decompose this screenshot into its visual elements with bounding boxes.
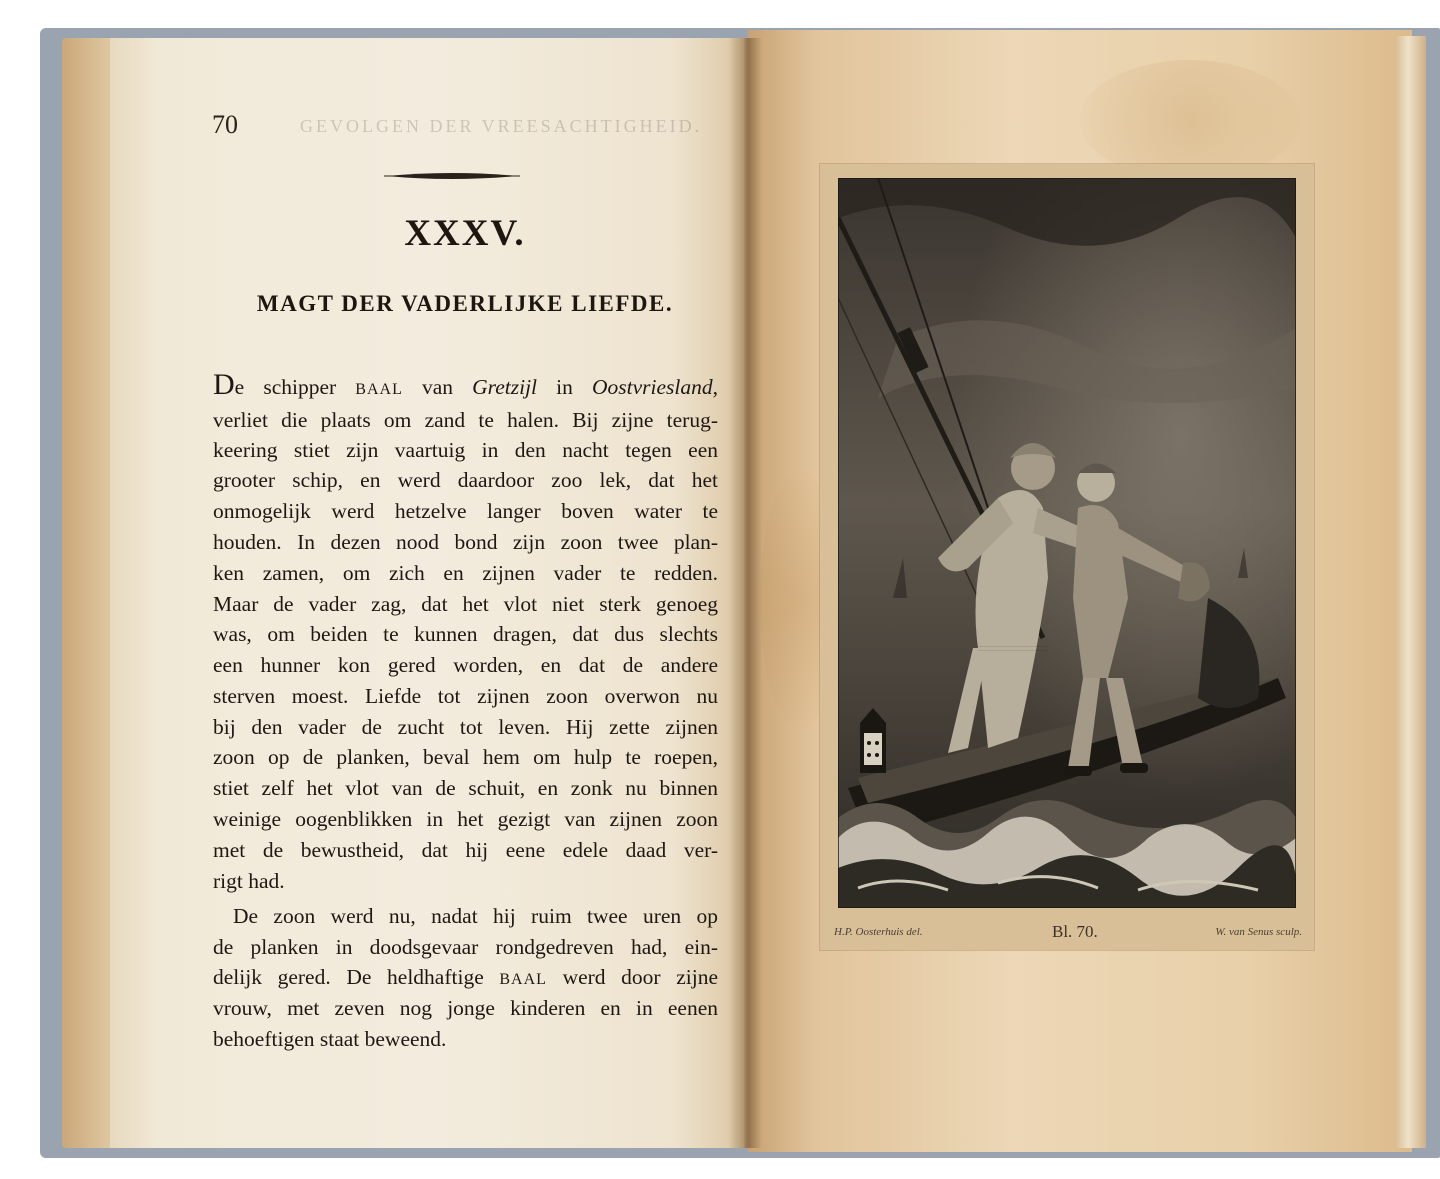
ornamental-rule: [384, 168, 520, 184]
text-line: de planken in doodsgevaar rondgedreven had, ein-: [213, 935, 718, 959]
text-line: Maar de vader zag, dat het vlot niet sterk genoeg: [213, 592, 718, 616]
text-line: onmogelijk werd hetzelve langer boven water te: [213, 499, 718, 523]
small-caps-name: BAAL: [355, 381, 403, 398]
text-line: met de bewustheid, dat hij eene edele daad ver-: [213, 838, 718, 862]
text-line: ken zamen, om zich en zijnen vader te redden.: [213, 561, 718, 585]
text-line: behoeftigen staat beweend.: [213, 1027, 447, 1051]
chapter-number: XXXV.: [404, 213, 526, 254]
text-line: weinige oogenblikken in het gezigt van zijnen zoon: [213, 807, 718, 831]
running-head: [212, 110, 712, 146]
text-line: was, om beiden te kunnen dragen, dat dus slechts: [213, 622, 718, 646]
text-line: bij den vader de zucht tot leven. Hij zette zijnen: [213, 715, 718, 739]
text-line: delijk gered. De heldhaftige BAAL werd door zijne: [213, 965, 718, 989]
plate-reference: Bl. 70.: [1052, 922, 1098, 941]
text-line: De schipper BAAL van Gretzijl in Oostvriesland,: [213, 370, 718, 400]
gutter-shadow: [728, 38, 762, 1148]
text-line: De zoon werd nu, nadat hij ruim twee uren op: [233, 904, 718, 928]
text-line: rigt had.: [213, 869, 285, 893]
text-line: een hunner kon gered worden, en dat de andere: [213, 653, 718, 677]
small-caps-name: BAAL: [499, 971, 547, 988]
text-line: stiet zelf het vlot van de schuit, en zonk nu binnen: [213, 776, 718, 800]
text-line: verliet die plaats om zand te halen. Bij zijne terug-: [213, 408, 718, 432]
foxing-stain: [1080, 60, 1300, 180]
text-line: zoon op de planken, beval hem om hulp te roepen,: [213, 745, 718, 769]
chapter-title: MAGT DER VADERLIJKE LIEFDE.: [256, 291, 674, 316]
artist-credit: H.P. Oosterhuis del.: [834, 926, 923, 938]
text-line: houden. In dezen nood bond zijn zoon twee plan-: [213, 530, 718, 554]
drop-capital: D: [213, 370, 235, 400]
text-line: sterven moest. Liefde tot zijnen zoon overwon nu: [213, 684, 718, 708]
running-title-showthrough: GEVOLGEN DER VREESACHTIGHEID.: [300, 116, 703, 136]
fore-edge: [1396, 36, 1426, 1148]
text-line: vrouw, met zeven nog jonge kinderen en in eenen: [213, 996, 718, 1020]
italic-place: Gretzijl: [472, 375, 538, 399]
text-line: keering stiet zijn vaartuig in den nacht tegen een: [213, 438, 718, 462]
italic-place: Oostvriesland: [591, 375, 713, 399]
engraver-credit: W. van Senus sculp.: [1215, 926, 1302, 938]
page-number: 70: [212, 110, 238, 139]
storm-boat-engraving: [838, 178, 1296, 908]
text-line: grooter schip, en werd daardoor zoo lek, dat het: [213, 468, 718, 492]
engraving-plate: [820, 164, 1314, 950]
